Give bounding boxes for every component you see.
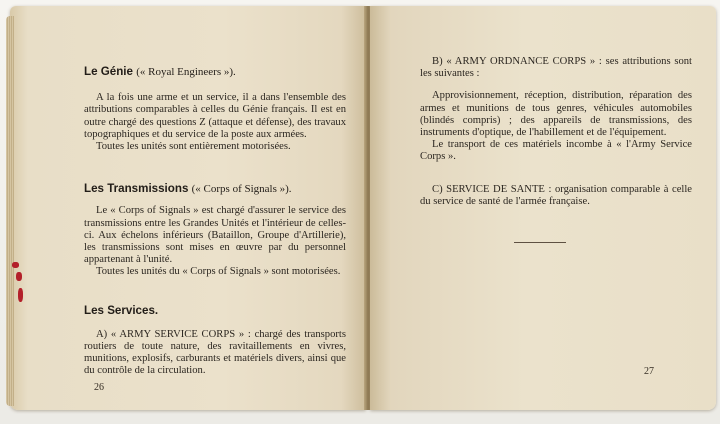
paragraph: A la fois une arme et un service, il a dans l'ensemble des attributions comparables à celles du Génie français. Il est en outre chargé des questions Z (attaque et défense), des travaux topographiques et du service de la poste aux armées. [84, 92, 346, 140]
right-page-text [420, 56, 692, 208]
separator-rule [514, 242, 566, 243]
left-page [10, 6, 366, 410]
page-number: 26 [94, 382, 104, 393]
paragraph: Le « Corps of Signals » est chargé d'assurer le service des transmissions entre les Grandes Unités et l'intérieur de celles-ci. Aux échelons inférieurs (Bataillon, Groupe d'Artillerie), les transmissions sont mises en œuvre par du personnel appartenant à l'unité. [84, 205, 346, 266]
paragraph: Approvisionnement, réception, distribution, réparation des armes et munitions de tous genres, véhicules automobiles (blindés compris) ; des appareils de transmissions, des instruments d'optique, de l'habillement et de l'équipement. [420, 90, 692, 139]
section-transmissions [84, 183, 346, 278]
left-page-text [84, 66, 346, 378]
paragraph: Toutes les unités sont entièrement motorisées. [96, 141, 291, 153]
section-subtitle-transmissions: (« Corps of Signals »). [191, 183, 292, 196]
page-edge-stack [6, 16, 14, 406]
paragraph: Le transport de ces matériels incombe à « l'Army Service Corps ». [420, 139, 692, 163]
open-booklet [10, 6, 716, 414]
paragraph: C) SERVICE DE SANTE : organisation comparable à celle du service de santé de l'armée française. [420, 183, 692, 207]
section-genie [84, 66, 346, 153]
paragraph: B) « ARMY ORDNANCE CORPS » : ses attributions sont les suivantes : [420, 56, 692, 80]
red-stain [12, 262, 19, 268]
page-number: 27 [644, 366, 654, 377]
paragraph: A) « ARMY SERVICE CORPS » : chargé des transports routiers de toute nature, des ravitaillements en vivres, munitions, explosifs, carburants et matériels divers, ainsi que du contrôle de la circulation. [84, 328, 346, 377]
red-stain [16, 272, 22, 281]
paragraph: Toutes les unités du « Corps of Signals » sont motorisées. [96, 266, 341, 278]
red-stain [18, 288, 23, 302]
section-title-transmissions: Les Transmissions (« Corps of Signals »). [84, 182, 292, 196]
right-page [370, 6, 716, 410]
section-title-services: Les Services. [84, 303, 159, 317]
section-services [84, 305, 346, 378]
section-subtitle-genie: (« Royal Engineers »). [136, 66, 236, 78]
section-title-genie: Le Génie (« Royal Engineers »). [84, 65, 236, 78]
